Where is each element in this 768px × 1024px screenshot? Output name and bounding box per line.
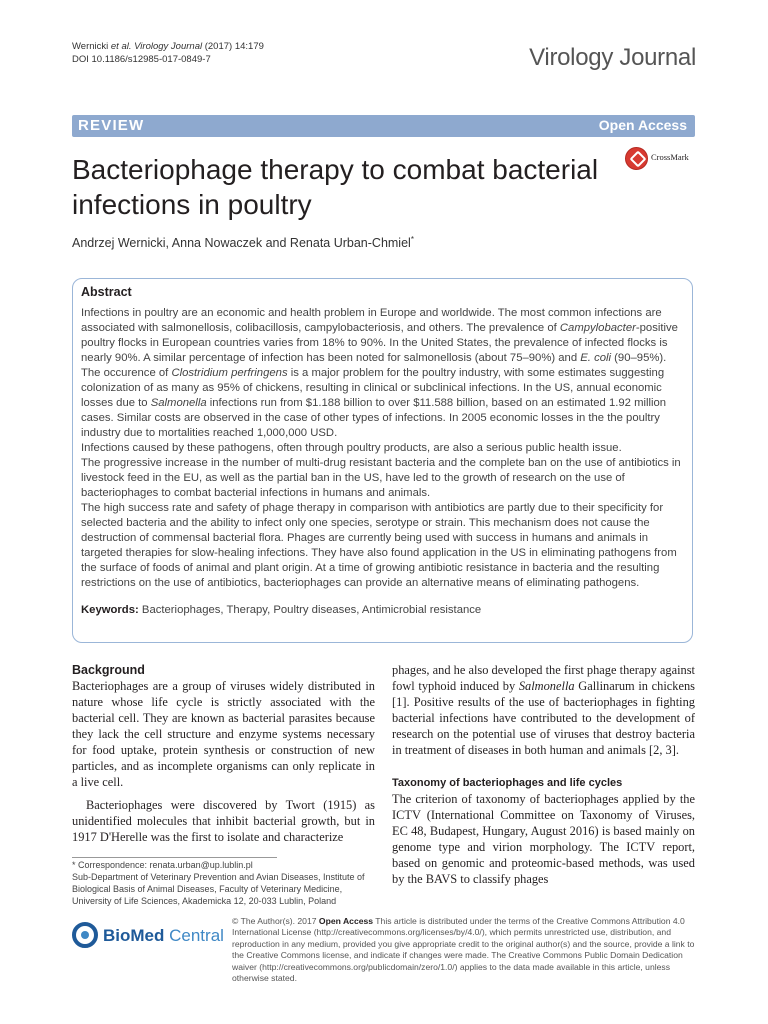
article-type-label: REVIEW	[78, 117, 145, 134]
abstract-para-1	[81, 306, 684, 441]
author-names: Andrzej Wernicki, Anna Nowaczek and Renata Urban-Chmiel	[72, 236, 411, 251]
abstract-text-run: infections run from $1.188 billion to over $11.588 billion, based on an estimated 1.92 million cases. Similar costs are observed in the case of other types of infections. In 2005 economic losses in the the poultry industry due to mortalities reached 1,000,000 USD.	[81, 397, 667, 439]
author-list	[72, 235, 414, 250]
cite-etal: et al.	[110, 41, 132, 52]
left-column	[72, 662, 375, 845]
abstract-text-run: -positive poultry flocks in European countries varies from 18% to 90%. In the United States, the prevalence of infected flocks is nearly 90%. A similar percentage of infection has been noted for salmonellosis (about 75–90%) and	[81, 322, 678, 364]
footnote	[72, 859, 377, 907]
body-paragraph	[392, 662, 695, 758]
license-text: © The Author(s). 2017	[232, 916, 319, 926]
doi[interactable]: DOI 10.1186/s12985-017-0849-7	[72, 54, 211, 65]
italic-term: Salmonella	[518, 679, 575, 693]
citation-header	[72, 40, 264, 66]
cite-year-volume: (2017) 14:179	[204, 41, 264, 52]
biomed-central-logo	[72, 922, 232, 952]
abstract-text-run: (90–95%). The occurence of	[81, 352, 667, 379]
keywords-list: Bacteriophages, Therapy, Poultry diseases, Antimicrobial resistance	[141, 604, 482, 616]
body-text-run: phages, and he also developed the first phage therapy against fowl typhoid induced by	[392, 663, 695, 693]
journal-name: Virology Journal	[529, 44, 696, 71]
open-access-label: Open Access	[598, 117, 687, 133]
license-open-access: Open Access	[318, 916, 374, 926]
license-statement	[232, 916, 696, 984]
footnote-divider	[72, 857, 277, 858]
abstract-box	[72, 278, 693, 643]
body-paragraph: The criterion of taxonomy of bacteriophages applied by the ICTV (International Committee on Taxonomy of Viruses, EC 48, Budapest, Hungary, August 2016) is based mainly on genome type and virion morphology. The ICTV report, based on genomic and proteomic-based methods, was used by the BAVS to classify phages	[392, 792, 695, 886]
abstract-italic-term: Campylobacter	[559, 322, 636, 334]
body-paragraph: Bacteriophages were discovered by Twort (1915) as unidentified molecules that inhibit bacterial growth, but in 1917 D'Herelle was the first to isolate and characterize	[72, 798, 375, 844]
abstract-para-2: Infections caused by these pathogens, often through poultry products, are also a serious public health issue.	[81, 442, 622, 454]
keywords-label: Keywords:	[81, 604, 139, 616]
biomed-central-icon	[72, 922, 98, 948]
right-column	[392, 662, 695, 887]
body-paragraph: Bacteriophages are a group of viruses widely distributed in nature whose life cycle is strictly associated with the bacterial cell. They are known as bacterial parasites because they lack the cell structure and enzyme systems necessary for food uptake, protein synthesis or construction of new particles, and as incomplete organisms can only replicate in a live cell.	[72, 679, 375, 789]
subsection-heading-taxonomy: Taxonomy of bacteriophages and life cycles	[392, 777, 623, 789]
abstract-text-run: Infections in poultry are an economic and health problem in Europe and worldwide. The most common infections are associated with salmonellosis, colibacillosis, campylobacteriosis, and others. The prevalence of	[81, 307, 662, 334]
abstract-italic-term: Salmonella	[150, 397, 207, 409]
corresponding-mark: *	[410, 235, 414, 244]
abstract-heading: Abstract	[81, 285, 132, 299]
correspondence[interactable]: * Correspondence: renata.urban@up.lublin.pl	[72, 860, 253, 870]
article-type-bar	[72, 115, 695, 137]
biomed-central-wordmark	[103, 926, 224, 946]
abstract-italic-term: Clostridium perfringens	[171, 367, 288, 379]
abstract-italic-term: E. coli	[580, 352, 612, 364]
abstract-text	[81, 306, 684, 591]
affiliation: Sub-Department of Veterinary Prevention and Avian Diseases, Institute of Biological Basis of Animal Diseases, Faculty of Veterinary Medicine, University of Life Sciences, Akademicka 12, 20-033 Lublin, Poland	[72, 872, 365, 906]
cite-journal: Virology Journal	[134, 41, 203, 52]
crossmark-icon	[625, 147, 648, 170]
abstract-text-run: is a major problem for the poultry industry, with some estimates suggesting colonization of as many as 95% of chickens, resulting in clinical or subclinical infections. In the US, annual economic losses due to	[81, 367, 665, 409]
wordmark-part: Central	[169, 926, 224, 945]
crossmark-label: CrossMark	[651, 152, 689, 162]
keywords	[81, 603, 684, 618]
wordmark-part: BioMed	[103, 926, 165, 945]
abstract-para-3: The progressive increase in the number of multi-drug resistant bacteria and the complete ban on the use of antibiotics in livestock feed in the EU, as well as the partial ban in the US, have led to the growth of research on the use of bacteriophages to combat bacterial infections in humans and animals.	[81, 457, 681, 499]
crossmark-badge[interactable]	[625, 147, 705, 169]
section-heading-background: Background	[72, 663, 145, 677]
cite-authors: Wernicki	[72, 41, 109, 52]
abstract-para-4: The high success rate and safety of phage therapy in comparison with antibiotics are partly due to their specificity for selected bacteria and the ability to infect only one species, serotype or strain. This mechanism does not cause the destruction of commensal bacterial flora. Phages are currently being used with success in humans and animals in targeted therapies for slow-healing infections. They have also found application in the US in eliminating pathogens from the surface of foods of animal and plant origin. At a time of growing antibiotic resistance in bacteria and the resulting restrictions on the use of antibiotics, bacteriophages can provide an alternative means of eliminating pathogens.	[81, 502, 677, 589]
article-title: Bacteriophage therapy to combat bacterial infections in poultry	[72, 154, 599, 220]
license-text: This article is distributed under the terms of the Creative Commons Attribution 4.0 International License (http://creativecommons.org/licenses/by/4.0/), which permits unrestricted use, distribution, and reproduction in any medium, provided you give appropriate credit to the original author(s) and the source, provide a link to the Creative Commons license, and indicate if changes were made. The Creative Commons Public Domain Dedication waiver (http://creativecommons.org/publicdomain/zero/1.0/) applies to the data made available in this article, unless otherwise stated.	[232, 916, 695, 984]
body-text-run: Gallinarum in chickens [1]. Positive results of the use of bacteriophages in fighting bacterial infections have contributed to the development of research on the potential use of viruses that destroy bacteria in treatment of diseases in both human and animals [2, 3].	[392, 679, 695, 757]
